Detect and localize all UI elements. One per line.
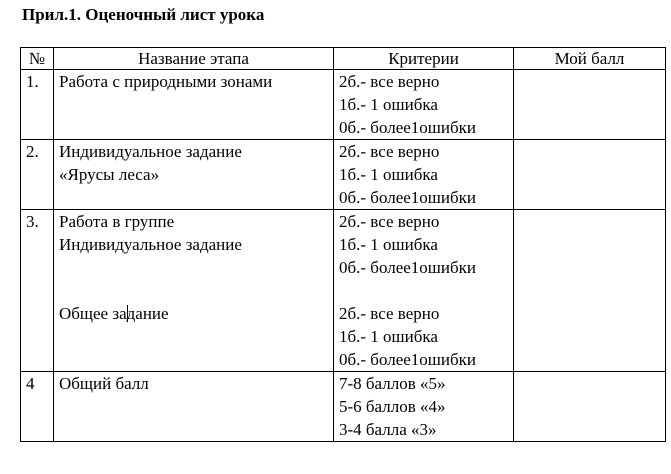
score-cell[interactable] <box>514 372 666 442</box>
stage-name-line: «Ярусы леса» <box>59 165 160 184</box>
criteria-line: 0б.- более1ошибки <box>339 118 477 137</box>
row-number: 2. <box>21 140 54 210</box>
stage-name-cell <box>54 372 334 442</box>
row-number: 3. <box>21 210 54 372</box>
evaluation-table <box>20 47 666 442</box>
stage-name-cell <box>54 70 334 140</box>
stage-name-line: Индивидуальное задание <box>59 235 242 254</box>
criteria-line: 5-6 баллов «4» <box>339 397 446 416</box>
stage-name-cell <box>54 140 334 210</box>
criteria-line: 1б.- 1 ошибка <box>339 235 438 254</box>
criteria-line: 1б.- 1 ошибка <box>339 327 438 346</box>
criteria-cell <box>334 140 514 210</box>
score-cell[interactable] <box>514 210 666 372</box>
table-row <box>21 70 666 140</box>
header-number: № <box>21 48 54 70</box>
row-number: 4 <box>21 372 54 442</box>
header-criteria: Критерии <box>334 48 514 70</box>
criteria-line: 1б.- 1 ошибка <box>339 95 438 114</box>
criteria-line: 3-4 балла «3» <box>339 420 437 439</box>
header-stage-name: Название этапа <box>54 48 334 70</box>
criteria-line: 2б.- все верно <box>339 142 440 161</box>
stage-name-cell <box>54 210 334 372</box>
stage-name-line <box>59 302 328 325</box>
row-number: 1. <box>21 70 54 140</box>
criteria-line: 0б.- более1ошибки <box>339 188 477 207</box>
score-cell[interactable] <box>514 70 666 140</box>
table-header-row <box>21 48 666 70</box>
criteria-line: 7-8 баллов «5» <box>339 374 446 393</box>
stage-text-part: дание <box>126 304 169 323</box>
criteria-line: 2б.- все верно <box>339 212 440 231</box>
stage-name-line: Индивидуальное задание <box>59 142 242 161</box>
score-cell[interactable] <box>514 140 666 210</box>
criteria-cell <box>334 210 514 372</box>
criteria-line: 2б.- все верно <box>339 304 440 323</box>
criteria-line: 1б.- 1 ошибка <box>339 165 438 184</box>
spacer <box>339 279 508 302</box>
stage-name-line: Общий балл <box>59 374 149 393</box>
criteria-line: 2б.- все верно <box>339 72 440 91</box>
header-my-score: Мой балл <box>514 48 666 70</box>
document-title: Прил.1. Оценочный лист урока <box>22 5 265 24</box>
criteria-line: 0б.- более1ошибки <box>339 350 477 369</box>
spacer <box>59 256 328 279</box>
criteria-cell <box>334 70 514 140</box>
spacer <box>59 279 328 302</box>
stage-name-line: Работа в группе <box>59 212 175 231</box>
criteria-line: 0б.- более1ошибки <box>339 258 477 277</box>
table-row <box>21 210 666 372</box>
table-row <box>21 372 666 442</box>
stage-name-line: Работа с природными зонами <box>59 72 273 91</box>
table-row <box>21 140 666 210</box>
stage-text-part: Общее за <box>59 304 127 323</box>
criteria-cell <box>334 372 514 442</box>
